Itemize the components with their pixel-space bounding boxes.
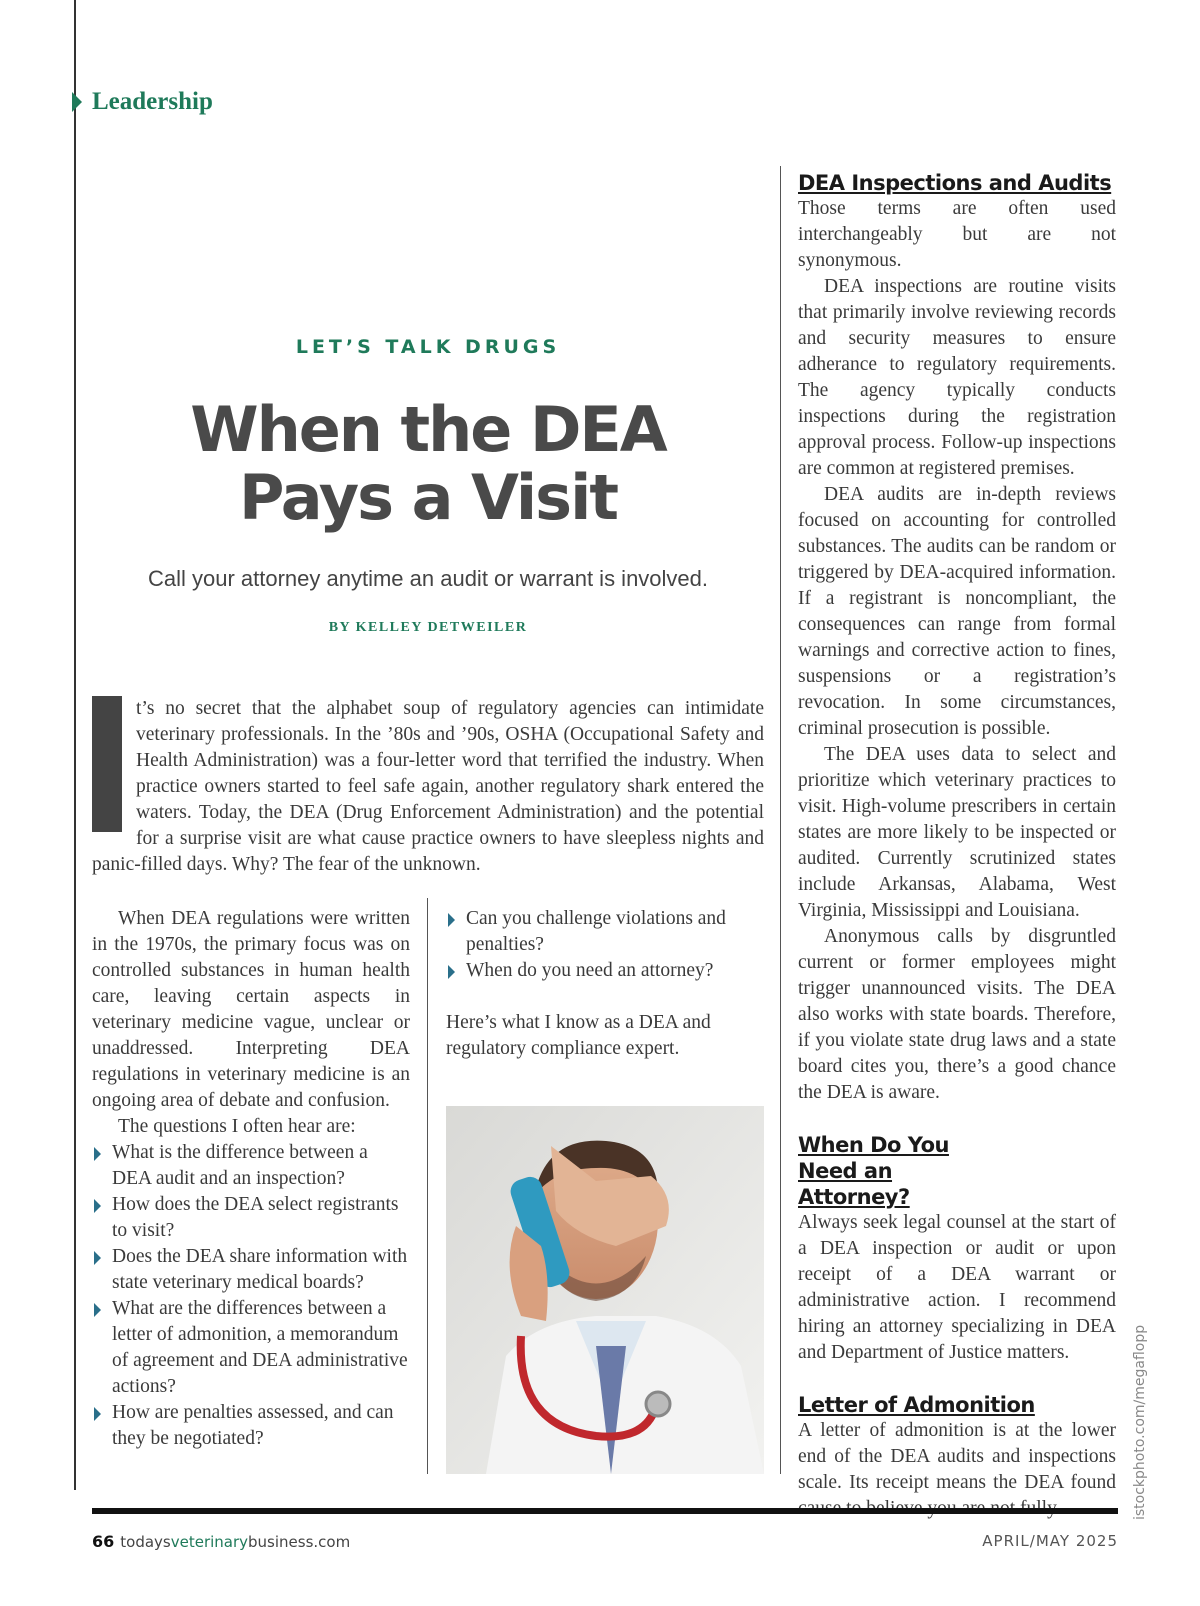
byline: BY KELLEY DETWEILER xyxy=(328,620,528,635)
site-url: todaysveterinarybusiness.com xyxy=(120,1533,351,1551)
left-margin-rule xyxy=(74,0,76,1490)
issue-date: APRIL/MAY 2025 xyxy=(982,1532,1118,1550)
list-item: How are penalties assessed, and can they be negotiated? xyxy=(92,1400,410,1452)
paragraph: Those terms are often used interchangeably but are not synonymous. xyxy=(798,198,1116,271)
footer-rule xyxy=(92,1508,1118,1514)
drop-cap-I xyxy=(92,696,122,832)
list-item: What are the differences between a letter of admonition, a memorandum of agreement and DEA administrative actions? xyxy=(92,1296,410,1400)
col2-paragraph: Here’s what I know as a DEA and regulatory compliance expert. xyxy=(446,1012,711,1059)
section-tag xyxy=(72,88,213,116)
paragraph: Anonymous calls by disgruntled current or former employees might trigger unannounced visits. The DEA also works with state boards. Therefore, if you violate state drug laws and a state board cites you, there’s a good chance the DEA is aware. xyxy=(798,926,1116,1103)
questions-list xyxy=(92,1140,410,1452)
page-number: 66 xyxy=(92,1532,115,1551)
heading-inspections-audits: DEA Inspections and Audits xyxy=(798,171,1112,195)
heading-attorney: When Do You Need an Attorney? xyxy=(798,1133,949,1209)
heading-admonition: Letter of Admonition xyxy=(798,1393,1035,1417)
column-divider xyxy=(427,898,428,1474)
photo-credit: istockphoto.com/megaflopp xyxy=(1132,1324,1148,1520)
column-divider xyxy=(780,166,781,1474)
column-1 xyxy=(92,906,410,1452)
col1-paragraph: When DEA regulations were written in the 1970s, the primary focus was on controlled substances in human health care, leaving certain aspects in veterinary medicine vague, unclear or unaddressed. Interpreting DEA regulations in veterinary medicine is an ongoing area of debate and confusion. xyxy=(92,908,410,1111)
headline-line-2: Pays a Visit xyxy=(239,461,617,534)
intro-text: t’s no secret that the alphabet soup of regulatory agencies can intimidate veterinary professionals. In the ’80s and ’90s, OSHA (Occupational Safety and Health Administration) was a four-letter word that terrified the industry. When practice owners started to feel safe again, another regulatory shark entered the waters. Today, the DEA (Drug Enforcement Administration) and the potential for a surprise visit are what cause practice owners to have sleepless nights and panic-filled days. Why? The fear of the unknown. xyxy=(92,698,764,875)
paragraph: DEA audits are in-depth reviews focused on accounting for controlled substances. The audits can be random or triggered by DEA-acquired information. If a registrant is noncompliant, the consequences can range from formal warnings and corrective action to fines, suspensions or a registration’s revocation. In some circumstances, criminal prosecution is possible. xyxy=(798,484,1116,739)
paragraph: The DEA uses data to select and prioritize which veterinary practices to visit. High-volume prescribers in certain states are more likely to be inspected or audited. Currently scrutinized states include Arkansas, Alabama, West Virginia, Mississippi and Louisiana. xyxy=(798,744,1116,921)
kicker: LET’S TALK DRUGS xyxy=(295,336,561,358)
paragraph: A letter of admonition is at the lower end of the DEA audits and inspections scale. Its receipt means the DEA found xyxy=(798,1420,1116,1493)
paragraph: Always seek legal counsel at the start of a DEA inspection or audit or upon receipt of a DEA warrant or administrative action. I recommend hiring an attorney specializing in DEA and Department of Justice matters. xyxy=(798,1212,1116,1363)
paragraph: DEA inspections are routine visits that primarily involve reviewing records and security measures to ensure adherance to regulatory requirements. The agency typically conducts inspections during the registration approval process. Follow-up inspections are common at registered premises. xyxy=(798,276,1116,479)
questions-list-continued xyxy=(446,906,764,984)
headline-line-1: When the DEA xyxy=(190,393,666,466)
section-label: Leadership xyxy=(92,88,213,115)
list-item: When do you need an attorney? xyxy=(446,958,764,984)
list-item: How does the DEA select registrants to visit? xyxy=(92,1192,410,1244)
list-item: Can you challenge violations and penalties? xyxy=(446,906,764,958)
footer-left xyxy=(92,1532,350,1551)
intro-paragraph xyxy=(92,696,764,878)
headline xyxy=(92,393,764,534)
list-item: Does the DEA share information with state veterinary medical boards? xyxy=(92,1244,410,1296)
photo-illustration xyxy=(446,1106,764,1474)
photo-stressed-veterinarian xyxy=(446,1106,764,1474)
column-2 xyxy=(446,906,764,1062)
triangle-icon xyxy=(72,92,82,112)
list-item: What is the difference between a DEA audit and an inspection? xyxy=(92,1140,410,1192)
questions-lead: The questions I often hear are: xyxy=(118,1116,356,1137)
subhead: Call your attorney anytime an audit or warrant is involved. xyxy=(147,566,709,591)
column-3 xyxy=(798,170,1116,1522)
